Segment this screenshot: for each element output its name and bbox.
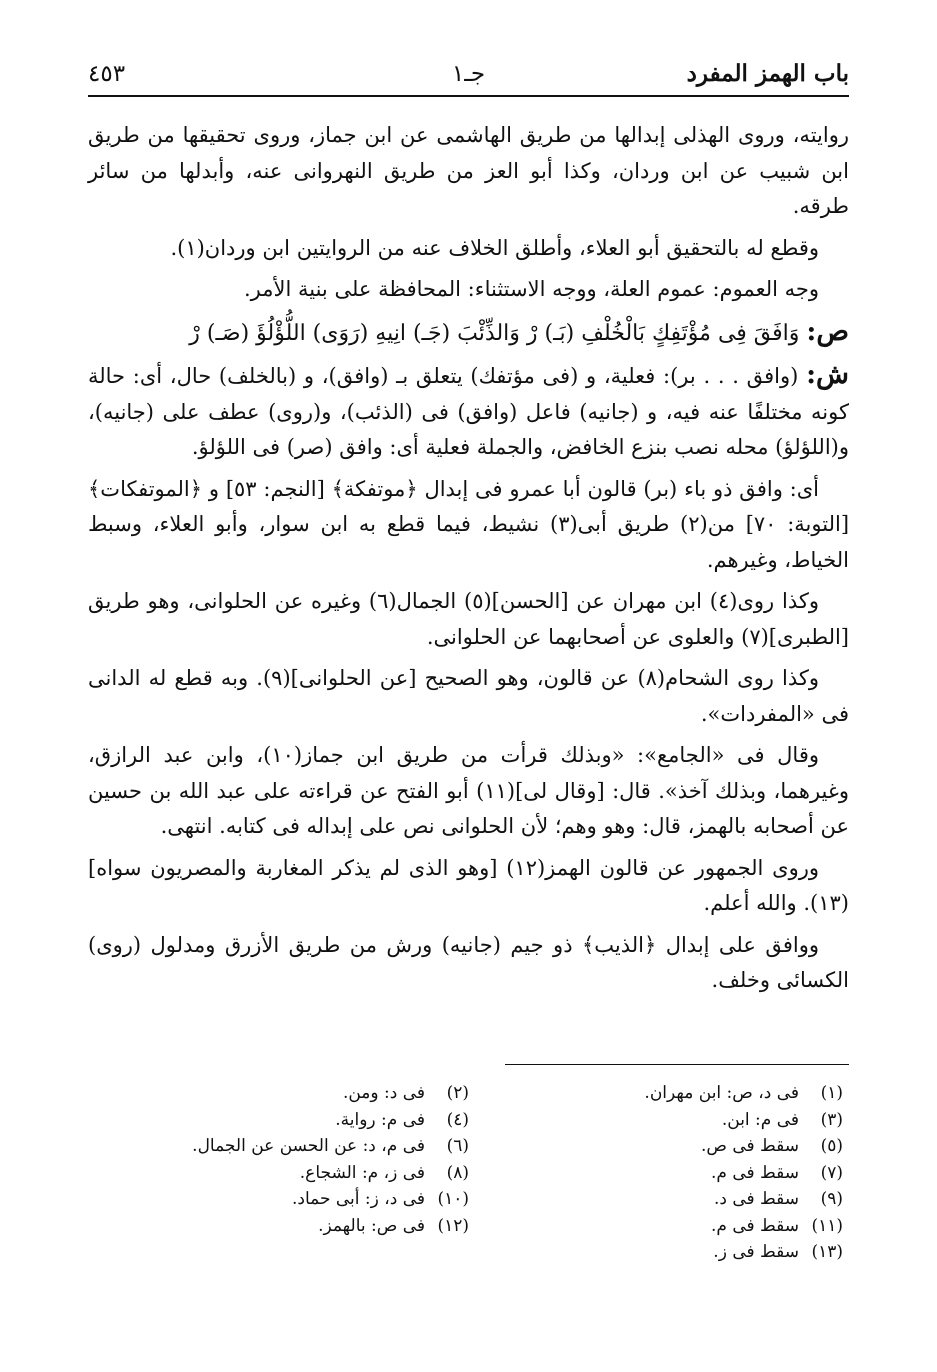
footnote-item	[89, 1186, 469, 1213]
footnote-number: (١٢)	[437, 1215, 469, 1236]
footnote-text: فى د، ز: أبى حماد.	[291, 1189, 425, 1209]
footnote-number: (٩)	[820, 1189, 843, 1209]
paragraph: وكذا روى(٤) ابن مهران عن [الحسن](٥) الجمال(٦) وغيره عن الحلوانى، وهو طريق [الطبرى](٧) والعلوى عن أصحابهما عن الحلوانى.	[88, 589, 849, 649]
footnotes	[88, 1080, 849, 1280]
paragraph: وكذا روى الشحام(٨) عن قالون، وهو الصحيح [عن الحلوانى](٩). وبه قطع له الدانى فى «المفردات».	[88, 666, 849, 726]
footnote-column-left	[89, 1080, 469, 1239]
footnote-item	[463, 1186, 843, 1213]
footnote-number: (٥)	[820, 1136, 843, 1156]
paragraph: روايته، وروى الهذلى إبدالها من طريق الهاشمى عن ابن جماز، وروى تحقيقها من طريق ابن شبيب عن ابن وردان، وكذا أبو العز من طريق النهروانى عنه، وأبدلها من سائر طرقه.	[88, 123, 849, 218]
footnote-text: سقط فى م.	[710, 1162, 799, 1183]
footnote-text: سقط فى ز.	[713, 1242, 799, 1262]
footnote-text: فى د: ومن.	[342, 1083, 425, 1103]
header-rule	[88, 95, 849, 97]
commentary-text: (وافق . . . بر): فعلية، و (فى مؤتفك) يتعلق بـ (وافق)، و (بالخلف) حال، أى: حالة كونه مختلفًا عنه فيه، و (جانيه) فاعل (وافق) فى (الذئب)، و(روى) عطف على (جانيه)، و(اللؤلؤ) محله نصب بنزع الخافض، والجملة فعلية أى: وافق (صر) فى اللؤلؤ.	[88, 364, 849, 459]
footnote-number: (٢)	[446, 1083, 469, 1103]
footnote-text: فى د، ص: ابن مهران.	[644, 1083, 799, 1103]
paragraph: وجه العموم: عموم العلة، ووجه الاستثناء: المحافظة على بنية الأمر.	[244, 277, 819, 301]
verse-text: وَافَقَ فِى مُؤْتَفِكٍ بَالْخُلْفِ (بَـ) رْ وَالذِّئْبَ (جَـ) انِيهِ (رَوَى) اللُّؤْلُؤَ (صَـ) رْ	[189, 320, 800, 346]
footnote-text: فى ص: بالهمز.	[318, 1215, 425, 1236]
commentary-marker: ش:	[806, 359, 849, 390]
footnote-item	[463, 1239, 843, 1266]
footnote-number: (١١)	[811, 1215, 843, 1236]
footnote-item	[463, 1133, 843, 1160]
footnote-item	[463, 1160, 843, 1187]
footnote-number: (٣)	[820, 1109, 843, 1130]
paragraph: أى: وافق ذو باء (بر) قالون أبا عمرو فى إبدال ﴿موتفكة﴾ [النجم: ٥٣] و ﴿الموتفكات﴾ [التوبة: ٧٠] من(٢) طريق أبى(٣) نشيط، فيما قطع به ابن سوار، وأبو العلاء، وسبط الخياط، وغيرهم.	[88, 476, 850, 572]
footnote-text: فى ز، م: الشجاع.	[299, 1162, 425, 1183]
page-number: ٤٥٣	[88, 61, 126, 87]
footnote-number: (١٣)	[811, 1242, 843, 1262]
main-text	[88, 118, 849, 1005]
footnote-item	[463, 1107, 843, 1134]
footnote-number: (٧)	[820, 1162, 843, 1183]
paragraph: وقال فى «الجامع»: «وبذلك قرأت من طريق ابن جماز(١٠)، وابن عبد الرازق، وغيرهما، وبذلك آخذ». قال: [وقال لى](١١) أبو الفتح عن قراءته على عبد الله بن حسين عن أصحابه بالهمز، قال: وهو وهم؛ لأن الحلوانى نص على إبداله فى كتابه. انتهى.	[88, 743, 849, 838]
verse-line	[88, 314, 849, 352]
footnote-item	[463, 1080, 843, 1107]
footnote-text: سقط فى م.	[710, 1215, 799, 1236]
commentary-paragraph	[88, 357, 849, 466]
footnote-text: فى م، د: عن الحسن عن الجمال.	[192, 1136, 425, 1156]
footnote-item	[89, 1213, 469, 1240]
footnote-text: فى م: ابن.	[721, 1109, 799, 1130]
footnote-number: (١)	[820, 1083, 843, 1103]
footnote-number: (٤)	[446, 1109, 469, 1130]
paragraph: وروى الجمهور عن قالون الهمز(١٢) [وهو الذى لم يذكر المغاربة والمصريون سواه](١٣). والله أعلم.	[88, 855, 849, 915]
footnote-number: (٨)	[446, 1162, 469, 1183]
footnote-text: فى م: رواية.	[335, 1109, 425, 1130]
footnote-number: (٦)	[446, 1136, 469, 1156]
paragraph: ووافق على إبدال ﴿الذيب﴾ ذو جيم (جانيه) ورش من طريق الأزرق ومدلول (روى) الكسائى وخلف.	[88, 932, 849, 992]
footnote-item	[463, 1213, 843, 1240]
chapter-title: باب الهمز المفرد	[686, 60, 849, 87]
footnote-text: سقط فى ص.	[700, 1136, 799, 1156]
footnote-text: سقط فى د.	[713, 1189, 799, 1209]
footnote-column-right	[463, 1080, 843, 1266]
footnote-item	[89, 1080, 469, 1107]
running-header	[88, 56, 849, 92]
footnote-item	[89, 1160, 469, 1187]
footnote-item	[89, 1133, 469, 1160]
verse-marker: ص:	[806, 315, 849, 347]
footnote-item	[89, 1107, 469, 1134]
paragraph: وقطع له بالتحقيق أبو العلاء، وأطلق الخلاف عنه من الروايتين ابن وردان(١).	[170, 235, 819, 260]
footnote-rule	[505, 1064, 849, 1065]
footnote-number: (١٠)	[437, 1189, 469, 1209]
volume-label: جـ١	[451, 61, 486, 87]
